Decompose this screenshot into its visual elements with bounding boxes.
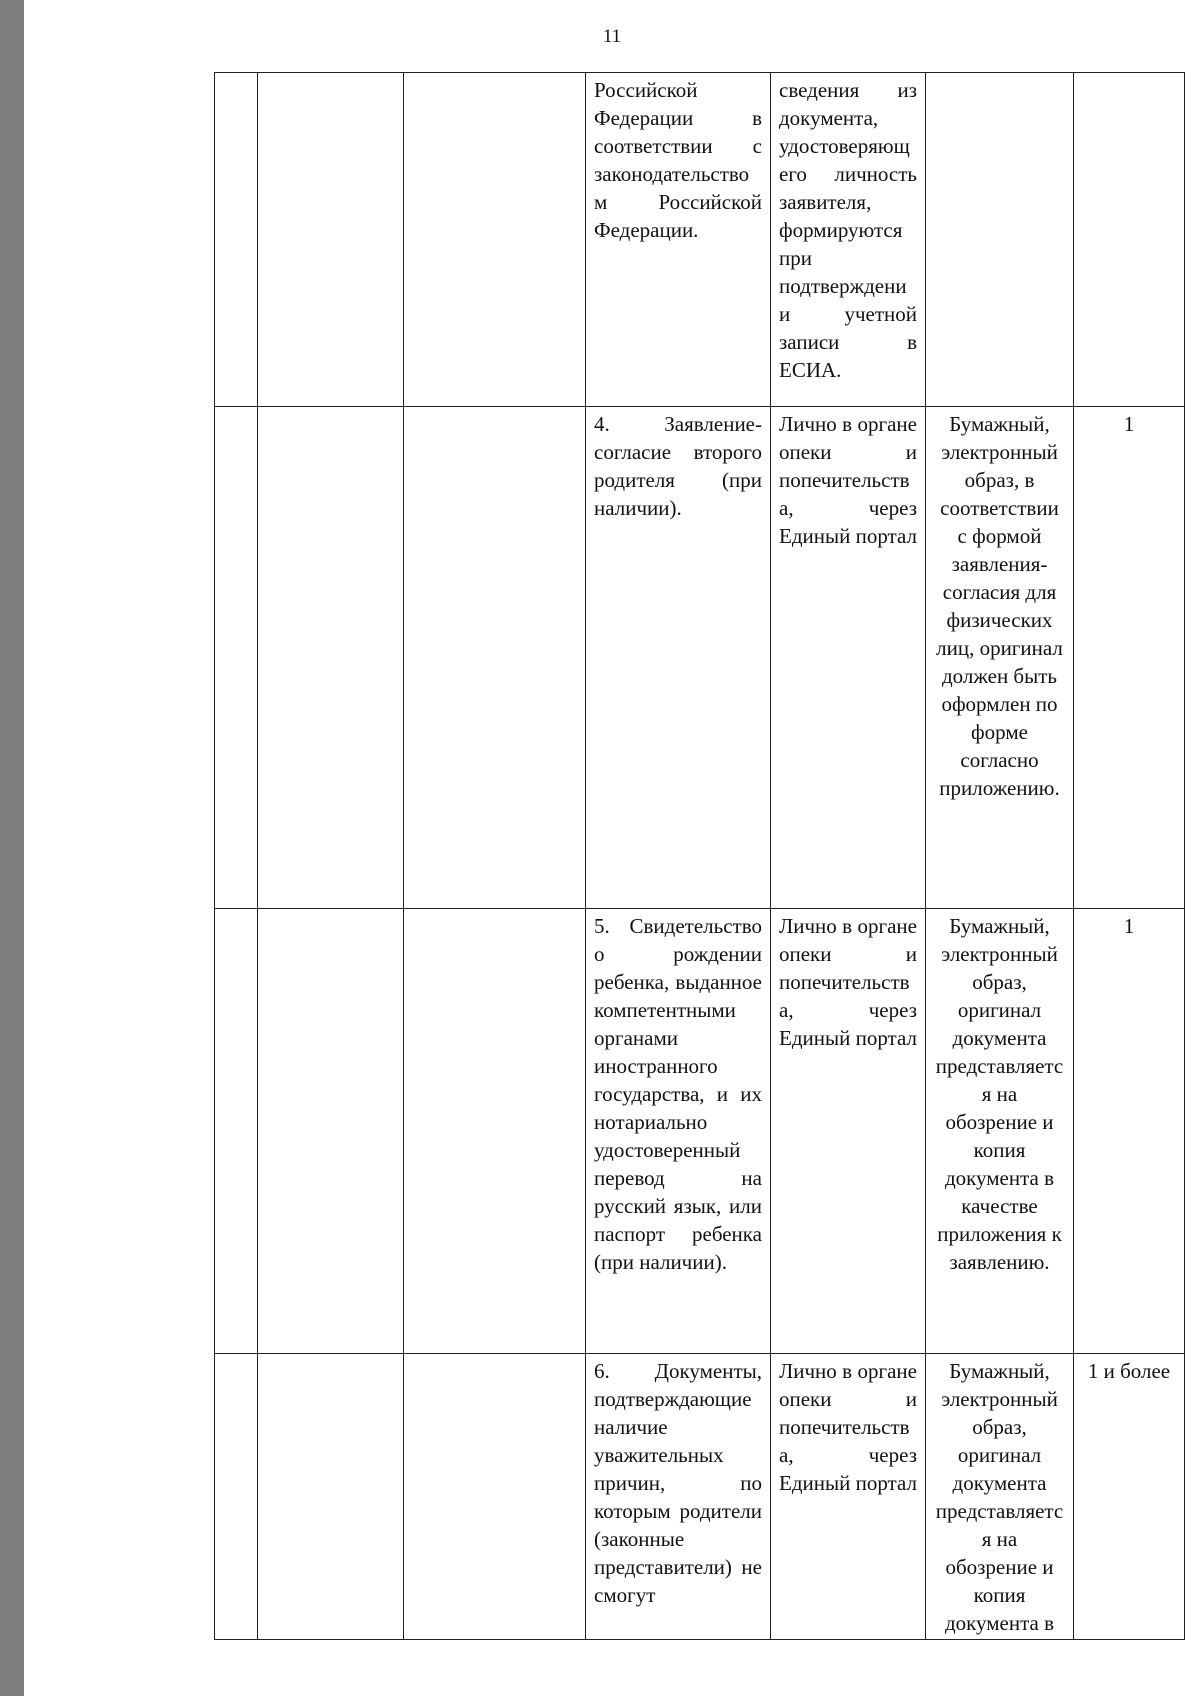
submission-method-cell: Лично в органе опеки и попечительства, через Единый портал	[771, 1354, 926, 1640]
empty-cell	[258, 909, 404, 1354]
empty-cell	[404, 1354, 586, 1640]
document-form-cell: Бумажный, электронный образ, оригинал документа представляется на обозрение и копия документа в качестве приложения к заявлению.	[926, 909, 1074, 1354]
empty-cell	[215, 1354, 258, 1640]
document-page	[24, 0, 1200, 1696]
empty-cell	[258, 1354, 404, 1640]
document-name-cell: 6. Документы, подтверждающие наличие уважительных причин, по которым родители (законные представители) не смогут	[586, 1354, 771, 1640]
empty-cell	[215, 909, 258, 1354]
document-name-cell: Российской Федерации в соответствии с законодательством Российской Федерации.	[586, 73, 771, 407]
document-count-cell: 1	[1074, 909, 1185, 1354]
document-name-cell: 5. Свидетельство о рождении ребенка, выданное компетентными органами иностранного государства, и их нотариально удостоверенный перевод на русский язык, или паспорт ребенка (при наличии).	[586, 909, 771, 1354]
empty-cell	[258, 73, 404, 407]
empty-cell	[215, 73, 258, 407]
document-count-cell	[1074, 73, 1185, 407]
page-number: 11	[602, 26, 622, 47]
submission-method-cell: Лично в органе опеки и попечительства, через Единый портал	[771, 909, 926, 1354]
document-form-cell: Бумажный, электронный образ, в соответствии с формой заявления-согласия для физических лиц, оригинал должен быть оформлен по форме согласно приложению.	[926, 407, 1074, 909]
empty-cell	[404, 407, 586, 909]
table-row	[215, 407, 1185, 909]
document-form-cell	[926, 73, 1074, 407]
submission-method-cell: Лично в органе опеки и попечительства, через Единый портал	[771, 407, 926, 909]
submission-method-cell: сведения из документа, удостоверяющего личность заявителя, формируются при подтверждении учетной записи в ЕСИА.	[771, 73, 926, 407]
document-name-cell: 4. Заявление-согласие второго родителя (при наличии).	[586, 407, 771, 909]
table-row	[215, 909, 1185, 1354]
empty-cell	[258, 407, 404, 909]
document-count-cell: 1	[1074, 407, 1185, 909]
document-form-cell: Бумажный, электронный образ, оригинал документа представляется на обозрение и копия документа в	[926, 1354, 1074, 1640]
document-count-cell: 1 и более	[1074, 1354, 1185, 1640]
requirements-table	[214, 72, 1185, 1640]
empty-cell	[404, 73, 586, 407]
table-row	[215, 73, 1185, 407]
table-row	[215, 1354, 1185, 1640]
empty-cell	[404, 909, 586, 1354]
empty-cell	[215, 407, 258, 909]
